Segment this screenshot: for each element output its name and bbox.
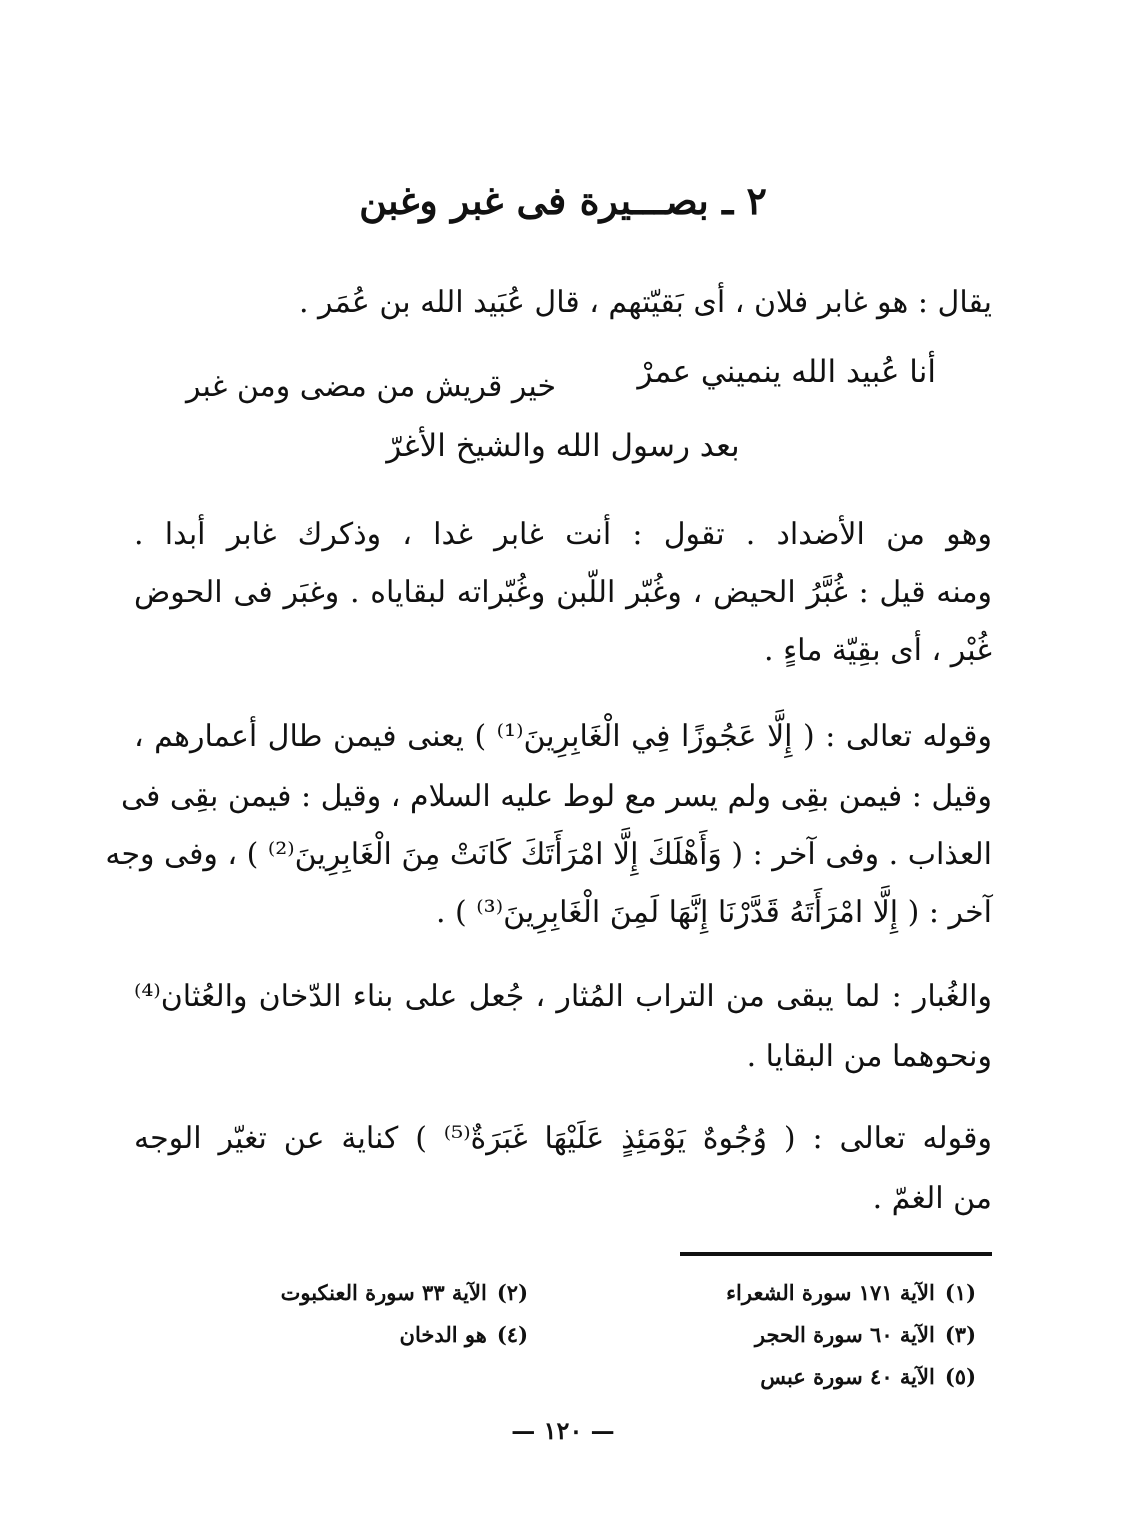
footnote-separator: [680, 1252, 992, 1256]
paragraph-line: غُبْر ، أى بقِيّة ماءٍ .: [764, 633, 992, 668]
footnote-5: [760, 1364, 976, 1389]
paragraph-line: من الغمّ .: [872, 1181, 992, 1216]
section-title: ٢ ـ بصـــيرة فى غبر وغبن: [359, 178, 767, 223]
paragraph-line: وقيل : فيمن بقِى ولم يسر مع لوط عليه السلام ، وقيل : فيمن بقِى فى: [120, 779, 992, 814]
footnote-2: [281, 1280, 528, 1305]
footnote-text: الآية ٦٠ سورة الحجر: [754, 1322, 935, 1347]
footnote-3: [755, 1322, 976, 1347]
footnote-text: الآية ٤٠ سورة عبس: [760, 1364, 935, 1389]
verse-hemistich-2: خير قريش من مضى ومن غبر: [186, 369, 557, 404]
paragraph-line: يقال : هو غابر فلان ، أى بَقيّتهم ، قال عُبَيد الله بن عُمَر .: [298, 285, 992, 320]
paragraph-line: وقوله تعالى : ( إِلَّا عَجُوزًا فِي الْغَابِرِينَ⁽¹⁾ ) يعنى فيمن طال أعمارهم ،: [134, 719, 992, 754]
paragraph-line: ومنه قيل : غُبَّرُ الحيض ، وغُبّر اللّبن وغُبّراته لبقاياه . وغبَر فى الحوض: [134, 575, 992, 610]
footnote-number: (١): [944, 1280, 976, 1305]
footnote-number: (٢): [496, 1280, 528, 1305]
paragraph-line: العذاب . وفى آخر : ( وَأَهْلَكَ إِلَّا امْرَأَتَكَ كَانَتْ مِنَ الْغَابِرِينَ⁽²⁾ ) ، وفى وجه: [105, 837, 992, 872]
paragraph-line: وقوله تعالى : ( وُجُوهٌ يَوْمَئِذٍ عَلَيْهَا غَبَرَةٌ⁽⁵⁾ ) كناية عن تغيّر الوجه: [134, 1121, 993, 1156]
paragraph-line: وهو من الأضداد . تقول : أنت غابر غدا ، وذكرك غابر أبدا .: [134, 517, 992, 552]
verse-hemistich-3: بعد رسول الله والشيخ الأغرّ: [386, 428, 740, 464]
verse-hemistich-1: أنا عُبيد الله ينميني عمرْ: [637, 354, 936, 390]
paragraph-line: والغُبار : لما يبقى من التراب المُثار ، جُعل على بناء الدّخان والعُثان⁽⁴⁾: [134, 979, 992, 1014]
footnote-text: الآية ١٧١ سورة الشعراء: [726, 1280, 935, 1305]
footnote-number: (٤): [496, 1322, 528, 1347]
footnote-number: (٥): [944, 1364, 976, 1389]
footnote-4: [400, 1322, 528, 1347]
page-number: — ١٢٠ —: [511, 1416, 615, 1445]
footnote-text: الآية ٣٣ سورة العنكبوت: [280, 1280, 487, 1305]
footnote-text: هو الدخان: [399, 1322, 487, 1347]
paragraph-line: آخر : ( إِلَّا امْرَأَتَهُ قَدَّرْنَا إِنَّهَا لَمِنَ الْغَابِرِينَ⁽³⁾ ) .: [435, 895, 992, 930]
footnote-1: [726, 1280, 976, 1305]
footnote-number: (٣): [944, 1322, 976, 1347]
paragraph-line: ونحوهما من البقايا .: [746, 1039, 992, 1074]
